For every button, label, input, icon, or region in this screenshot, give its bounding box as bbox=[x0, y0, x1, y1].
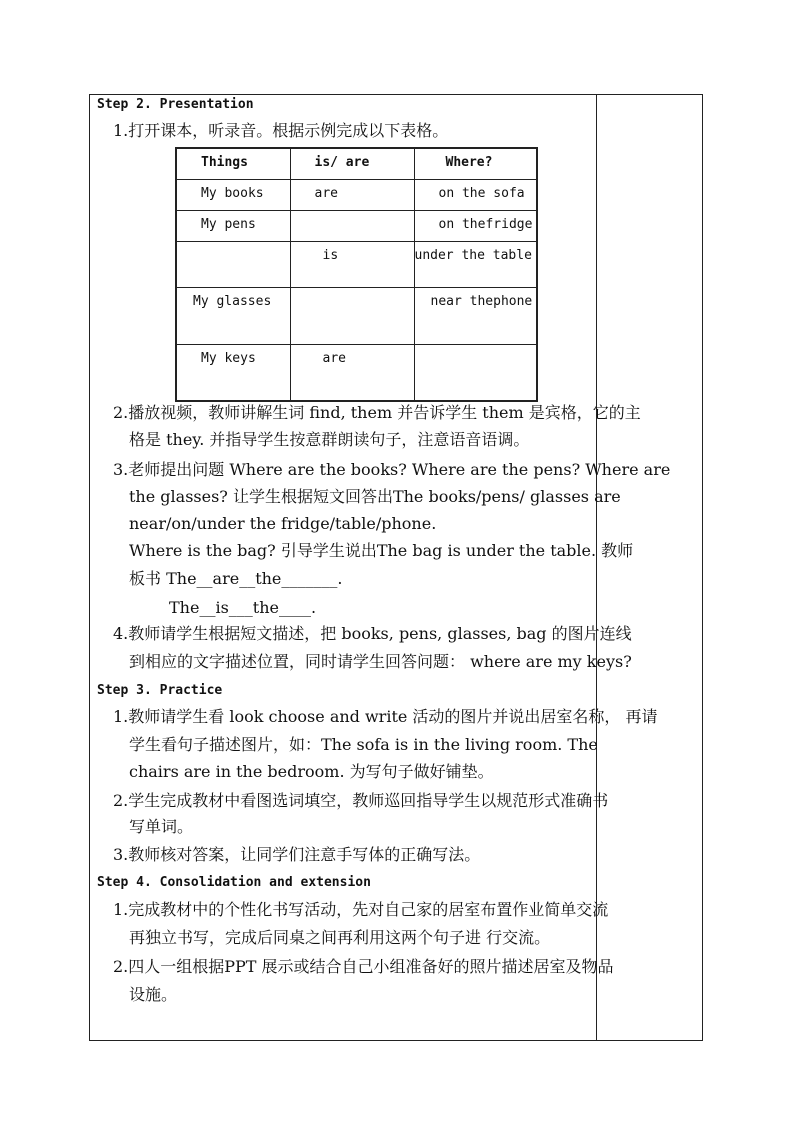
step2-item1: 1.打开课本，听录音。根据示例完成以下表格。 bbox=[113, 121, 449, 140]
table-row bbox=[176, 210, 537, 241]
table-cell: are bbox=[322, 350, 346, 366]
step2-item3-line4: Where is the bag? 引导学生说出The bag is under the table. 教师 bbox=[129, 541, 634, 560]
step3-item1-line1: 1.教师请学生看 look choose and write 活动的图片并说出居室名称， 再请 bbox=[113, 707, 658, 726]
step2-item2-line2: 格是 they. 并指导学生按意群朗读句子，注意语音语调。 bbox=[129, 430, 530, 449]
step4-item1-line2: 再独立书写，完成后同桌之间再利用这两个句子进 行交流。 bbox=[129, 928, 551, 947]
step2-item4-line2: 到相应的文字描述位置，同时请学生回答问题： where are my keys? bbox=[129, 652, 632, 671]
step2-item3-line5: 板书 The__are__the_______. bbox=[129, 569, 343, 588]
table-cell: under the table bbox=[414, 247, 532, 263]
table-cell bbox=[201, 242, 290, 248]
table-cell: near thephone bbox=[430, 293, 533, 309]
header-is-are: is/ are bbox=[314, 155, 370, 170]
column-divider bbox=[596, 94, 597, 1041]
table-cell: My glasses bbox=[193, 293, 272, 309]
step4-item2-line2: 设施。 bbox=[129, 985, 178, 1004]
table-cell: on thefridge bbox=[438, 216, 533, 232]
table-cell: on the sofa bbox=[438, 185, 525, 201]
table-row bbox=[176, 179, 537, 210]
things-table bbox=[175, 147, 538, 402]
header-where: Where? bbox=[445, 155, 493, 170]
step3-item1-line2: 学生看句子描述图片，如：The sofa is in the living room. The bbox=[129, 735, 598, 754]
step3-item2-line2: 写单词。 bbox=[129, 817, 194, 836]
table-cell bbox=[439, 345, 537, 351]
step2-item3-line6: The__is___the____. bbox=[169, 598, 317, 617]
step3-item3: 3.教师核对答案，让同学们注意手写体的正确写法。 bbox=[113, 845, 481, 864]
header-things: Things bbox=[201, 155, 248, 170]
step4-item2-line1: 2.四人一组根据PPT 展示或结合自己小组准备好的照片描述居室及物品 bbox=[113, 957, 614, 976]
table-cell bbox=[315, 288, 414, 294]
step3-item1-line3: chairs are in the bedroom. 为写句子做好铺垫。 bbox=[129, 762, 494, 781]
table-cell bbox=[315, 211, 414, 217]
step4-heading: Step 4. Consolidation and extension bbox=[97, 875, 371, 890]
step2-item2-line1: 2.播放视频，教师讲解生词 find, them 并告诉学生 them 是宾格，它的主 bbox=[113, 403, 641, 422]
table-header-row bbox=[176, 148, 537, 179]
table-cell: My books bbox=[201, 185, 264, 201]
step2-item3-line1: 3.老师提出问题 Where are the books? Where are the pens? Where are bbox=[113, 460, 671, 479]
step2-item3-line3: near/on/under the fridge/table/phone. bbox=[129, 514, 437, 533]
step3-heading: Step 3. Practice bbox=[97, 683, 223, 698]
table-cell: is bbox=[322, 247, 339, 263]
step2-heading: Step 2. Presentation bbox=[97, 97, 254, 112]
step2-item4-line1: 4.教师请学生根据短文描述，把 books, pens, glasses, bag 的图片连线 bbox=[113, 624, 632, 643]
table-row bbox=[176, 344, 537, 401]
step4-item1-line1: 1.完成教材中的个性化书写活动，先对自己家的居室布置作业简单交流 bbox=[113, 900, 609, 919]
table-cell: My pens bbox=[201, 216, 256, 232]
table-cell: are bbox=[314, 185, 338, 201]
step3-item2-line1: 2.学生完成教材中看图选词填空，教师巡回指导学生以规范形式准确书 bbox=[113, 791, 609, 810]
table-row bbox=[176, 287, 537, 344]
table-row bbox=[176, 241, 537, 287]
step2-item3-line2: the glasses? 让学生根据短文回答出The books/pens/ glasses are bbox=[129, 487, 621, 506]
table-cell: My keys bbox=[201, 350, 256, 366]
